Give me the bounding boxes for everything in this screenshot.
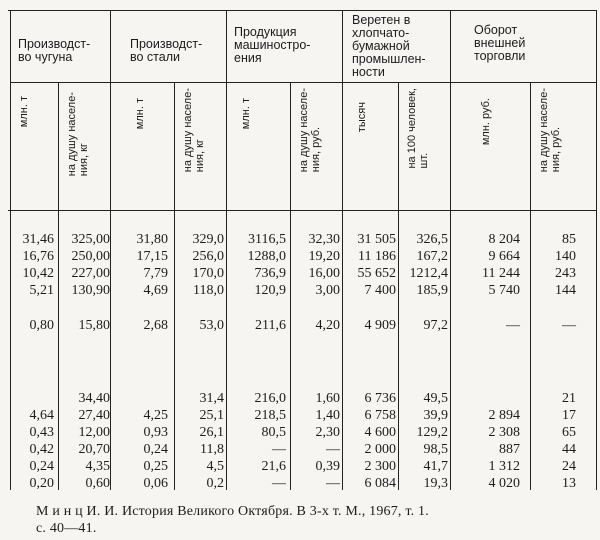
table-cell: 34,40 <box>78 391 110 406</box>
table-cell: 2 000 <box>364 442 396 457</box>
table-cell: 32,30 <box>308 232 340 247</box>
group-header-line: во стали <box>130 50 180 64</box>
table-cell: 0,20 <box>29 476 54 491</box>
source-citation-line-1: М и н ц И. И. История Великого Октября. В 3-х т. М., 1967, т. 1. <box>36 504 429 519</box>
table-cell: 24 <box>562 459 576 474</box>
table-cell: 41,7 <box>423 459 448 474</box>
table-cell: 329,0 <box>192 232 224 247</box>
sub-header-line: на душу населе- <box>298 88 310 173</box>
table-cell: 167,2 <box>416 249 448 264</box>
sub-header-line: шт. <box>418 152 430 169</box>
table-cell: 130,90 <box>71 283 110 298</box>
table-cell: 0,39 <box>315 459 340 474</box>
table-cell: 2 894 <box>488 408 520 423</box>
table-cell: 17,15 <box>136 249 168 264</box>
table-cell: 0,93 <box>143 425 168 440</box>
group-header-line: ности <box>352 65 385 79</box>
table-cell: 118,0 <box>193 283 224 298</box>
sub-header-line: на душу населе- <box>182 88 194 173</box>
table-cell: 17 <box>562 408 576 423</box>
table-cell: 216,0 <box>254 391 286 406</box>
table-cell: 4,20 <box>315 318 340 333</box>
table-cell: — <box>562 318 576 333</box>
table-cell: 11 244 <box>482 266 520 281</box>
sub-header-line: на душу населе- <box>66 92 78 177</box>
table-cell: 211,6 <box>255 318 286 333</box>
table-cell: 185,9 <box>416 283 448 298</box>
table-cell: 6 084 <box>364 476 396 491</box>
table-cell: 243 <box>555 266 576 281</box>
table-cell: 11,8 <box>200 442 224 457</box>
table-cell: 10,42 <box>22 266 54 281</box>
table-cell: 39,9 <box>423 408 448 423</box>
table-cell: 2,68 <box>143 318 168 333</box>
sub-header-3 <box>134 98 146 129</box>
table-cell: 129,2 <box>416 425 448 440</box>
sub-header-line: ния, руб. <box>310 126 322 173</box>
group-header-line: ения <box>234 51 262 65</box>
table-cell: 27,40 <box>78 408 110 423</box>
table-cell: 5,21 <box>29 283 54 298</box>
table-cell: 1,60 <box>315 391 340 406</box>
table-cell: 7,79 <box>143 266 168 281</box>
group-header-2 <box>130 38 202 64</box>
table-cell: 98,5 <box>423 442 448 457</box>
table-cell: 2,30 <box>315 425 340 440</box>
table-cell: 1212,4 <box>409 266 448 281</box>
table-cell: 3116,5 <box>248 232 286 247</box>
sub-header-1 <box>18 96 30 127</box>
table-cell: 65 <box>562 425 576 440</box>
table-cell: 11 186 <box>358 249 396 264</box>
sub-header-line: ния, кг <box>194 139 206 173</box>
table-cell: 4 020 <box>488 476 520 491</box>
table-cell: 6 758 <box>364 408 396 423</box>
table-cell: 0,2 <box>206 476 224 491</box>
sub-header-line: ния, кг <box>78 143 90 177</box>
vertical-rule <box>596 10 597 490</box>
table-cell: 0,60 <box>85 476 110 491</box>
table-cell: 19,20 <box>308 249 340 264</box>
table-cell: 256,0 <box>192 249 224 264</box>
table-cell: — <box>326 476 340 491</box>
table-cell: 20,70 <box>78 442 110 457</box>
table-cell: 31,4 <box>199 391 224 406</box>
table-cell: 0,24 <box>29 459 54 474</box>
table-cell: 326,5 <box>416 232 448 247</box>
table-cell: 120,9 <box>254 283 286 298</box>
table-cell: — <box>272 476 286 491</box>
table-cell: 7 400 <box>364 283 396 298</box>
group-header-3 <box>234 26 310 65</box>
table-cell: 13 <box>562 476 576 491</box>
table-cell: 16,76 <box>22 249 54 264</box>
sub-column-rule <box>530 82 531 490</box>
sub-column-rule <box>290 82 291 490</box>
table-cell: 0,25 <box>143 459 168 474</box>
table-cell: 887 <box>499 442 520 457</box>
table-cell: 21 <box>562 391 576 406</box>
table-cell: 4,69 <box>143 283 168 298</box>
table-cell: 140 <box>555 249 576 264</box>
group-header-line: промышлен- <box>352 52 426 66</box>
table-cell: 53,0 <box>199 318 224 333</box>
group-header-line: Оборот <box>474 23 518 37</box>
table-cell: 1,40 <box>315 408 340 423</box>
table-cell: 8 204 <box>488 232 520 247</box>
table-cell: 0,24 <box>143 442 168 457</box>
group-header-line: во чугуна <box>18 50 73 64</box>
group-header-rule <box>10 82 596 83</box>
header-bottom-rule <box>8 210 596 211</box>
table-cell: 5 740 <box>488 283 520 298</box>
group-header-line: Производст- <box>18 37 91 51</box>
group-header-line: торговли <box>474 49 526 63</box>
table-cell: 0,80 <box>29 318 54 333</box>
group-header-line: машиностро- <box>234 38 311 52</box>
table-cell: 44 <box>562 442 576 457</box>
table-cell: 4 600 <box>364 425 396 440</box>
table-cell: 325,00 <box>71 232 110 247</box>
sub-header-line: млн. т <box>18 96 30 128</box>
group-header-line: хлопчато- <box>352 26 410 40</box>
sub-header-line: тысяч <box>356 102 368 133</box>
group-header-line: бумажной <box>352 39 410 53</box>
table-cell: 4,35 <box>85 459 110 474</box>
source-citation-line-2: с. 40—41. <box>36 521 97 536</box>
sub-header-line: на 100 человек, <box>406 88 418 169</box>
table-cell: 4 909 <box>364 318 396 333</box>
table-cell: 31,80 <box>136 232 168 247</box>
table-cell: 1288,0 <box>247 249 286 264</box>
sub-header-line: млн. руб. <box>480 98 492 146</box>
sub-column-rule <box>398 82 399 490</box>
table-cell: 4,5 <box>206 459 224 474</box>
table-cell: 26,1 <box>199 425 224 440</box>
table-cell: 9 664 <box>488 249 520 264</box>
group-header-1 <box>18 38 90 64</box>
sub-header-line: млн. т <box>240 98 252 130</box>
sub-header-line: млн. т <box>134 98 146 130</box>
table-cell: 6 736 <box>364 391 396 406</box>
sub-column-rule <box>58 82 59 490</box>
table-cell: 2 300 <box>364 459 396 474</box>
group-header-line: Производст- <box>130 37 203 51</box>
group-header-line: внешней <box>474 36 526 50</box>
sub-header-2 <box>66 92 90 176</box>
table-cell: 2 308 <box>488 425 520 440</box>
table-cell: 15,80 <box>78 318 110 333</box>
table-cell: — <box>272 442 286 457</box>
table-cell: 0,43 <box>29 425 54 440</box>
sub-column-rule <box>174 82 175 490</box>
table-cell: 12,00 <box>78 425 110 440</box>
table-cell: 1 312 <box>488 459 520 474</box>
group-header-4 <box>352 14 426 79</box>
table-cell: 49,5 <box>423 391 448 406</box>
sub-header-4 <box>182 88 206 172</box>
top-rule <box>8 10 596 11</box>
table-cell: 25,1 <box>199 408 224 423</box>
table-cell: 80,5 <box>261 425 286 440</box>
table-cell: 0,42 <box>29 442 54 457</box>
table-cell: 4,64 <box>29 408 54 423</box>
sub-header-8 <box>406 88 430 169</box>
sub-header-6 <box>298 88 322 172</box>
table-cell: 3,00 <box>315 283 340 298</box>
table-cell: 736,9 <box>254 266 286 281</box>
table-cell: 16,00 <box>308 266 340 281</box>
sub-header-10 <box>538 88 562 172</box>
table-cell: 144 <box>555 283 576 298</box>
table-cell: 19,3 <box>423 476 448 491</box>
table-cell: 85 <box>562 232 576 247</box>
table-cell: 218,5 <box>254 408 286 423</box>
table-cell: 31 505 <box>357 232 396 247</box>
sub-header-7 <box>356 102 368 132</box>
table-cell: 4,25 <box>143 408 168 423</box>
table-cell: 170,0 <box>192 266 224 281</box>
sub-header-5 <box>240 98 252 129</box>
table-cell: 97,2 <box>423 318 448 333</box>
table-cell: 227,00 <box>71 266 110 281</box>
table-cell: 31,46 <box>22 232 54 247</box>
table-cell: — <box>326 442 340 457</box>
group-header-5 <box>474 24 525 63</box>
table-cell: 250,00 <box>71 249 110 264</box>
group-header-line: Веретен в <box>352 13 411 27</box>
table-cell: 0,06 <box>143 476 168 491</box>
table-cell: 21,6 <box>261 459 286 474</box>
sub-header-line: на душу населе- <box>538 88 550 173</box>
group-header-line: Продукция <box>234 25 297 39</box>
sub-header-line: ния, руб. <box>550 126 562 173</box>
table-cell: 55 652 <box>357 266 396 281</box>
table-cell: — <box>506 318 520 333</box>
sub-header-9 <box>480 98 492 145</box>
